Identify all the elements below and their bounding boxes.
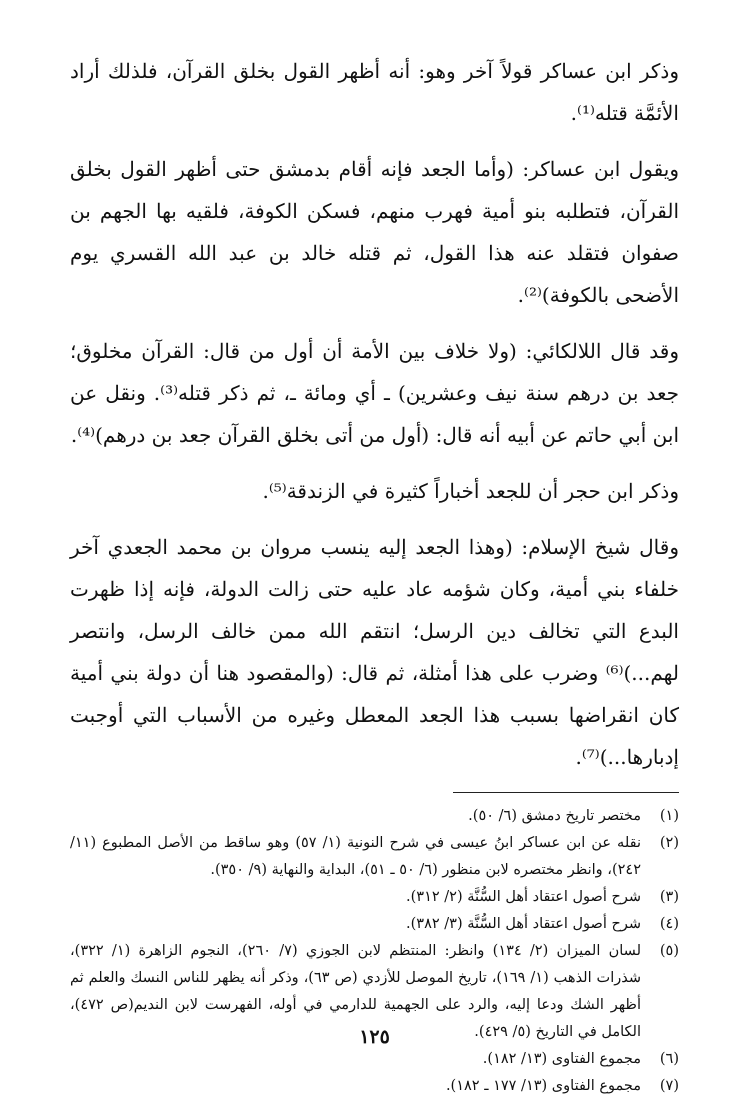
body-paragraph: وقال شيخ الإسلام: (وهذا الجعد إليه ينسب مروان بن محمد الجعدي آخر خلفاء بني أمية، وكان شؤمه عاد عليه حتى زالت الدولة، فإنه إذا ظهرت البدع التي تخالف دين الرسل؛ انتقم الله ممن خالف الرسل، وانتصر لهم...)⁽⁶⁾ وضرب على هذا أمثلة، ثم قال: (والمقصود هنا أن دولة بني أمية كان انقراضها بسبب هذا الجعد المعطل وغيره من الأسباب التي أوجبت إدبارها...)⁽⁷⁾. <box>70 535 679 769</box>
footnote-number: (٥) <box>659 943 679 959</box>
footnote-number: (٤) <box>659 916 679 932</box>
body-paragraph: ويقول ابن عساكر: (وأما الجعد فإنه أقام بدمشق حتى أظهر القول بخلق القرآن، فتطلبه بنو أمية فهرب منهم، فسكن الكوفة، فلقيه بها الجهم بن صفوان فتقلد عنه هذا القول، ثم قتله خالد بن عبد الله القسري يوم الأضحى بالكوفة)⁽²⁾. <box>70 157 679 307</box>
footnote <box>70 830 679 884</box>
book-page <box>70 50 679 1094</box>
body-paragraph: وقد قال اللالكائي: (ولا خلاف بين الأمة أن أول من قال: القرآن مخلوق؛ جعد بن درهم سنة نيف وعشرين) ـ أي ومائة ـ، ثم ذكر قتله⁽³⁾. ونقل عن ابن أبي حاتم عن أبيه أنه قال: (أول من أتى بخلق القرآن جعد بن درهم)⁽⁴⁾. <box>70 339 679 447</box>
footnote-number: (٢) <box>659 835 679 851</box>
footnote-text: شرح أصول اعتقاد أهل السُّنَّة (٣/ ٣٨٢). <box>406 916 641 932</box>
footnote-number: (٦) <box>659 1051 679 1067</box>
footnote-number: (٣) <box>659 889 679 905</box>
footnote-text: شرح أصول اعتقاد أهل السُّنَّة (٢/ ٣١٢). <box>406 889 641 905</box>
footnote-number: (٧) <box>659 1078 679 1094</box>
footnote <box>70 1073 679 1100</box>
footnote-text: نقله عن ابن عساكر ابنُ عيسى في شرح النونية (١/ ٥٧) وهو ساقط من الأصل المطبوع (١١/ ٢٤٢)، وانظر مختصره لابن منظور (٦/ ٥٠ ـ ٥١)، البداية والنهاية (٩/ ٣٥٠). <box>70 835 641 878</box>
footnote <box>70 803 679 830</box>
footnote <box>70 884 679 911</box>
footnote-text: مختصر تاريخ دمشق (٦/ ٥٠). <box>468 808 641 824</box>
footnote <box>70 911 679 938</box>
body-paragraph: وذكر ابن حجر أن للجعد أخباراً كثيرة في الزندقة⁽⁵⁾. <box>262 479 679 503</box>
footnote <box>70 1046 679 1073</box>
body-paragraph: وذكر ابن عساكر قولاً آخر وهو: أنه أظهر القول بخلق القرآن، فلذلك أراد الأئمَّة قتله⁽¹⁾. <box>70 59 679 125</box>
footnote-number: (١) <box>659 808 679 824</box>
footnote-separator <box>453 792 679 793</box>
page-number: ١٢٥ <box>359 1026 390 1048</box>
footnote-text: مجموع الفتاوى (١٣/ ١٨٢). <box>482 1051 641 1067</box>
footnote-text: مجموع الفتاوى (١٣/ ١٧٧ ـ ١٨٢). <box>445 1078 641 1094</box>
footnote-text: لسان الميزان (٢/ ١٣٤) وانظر: المنتظم لابن الجوزي (٧/ ٢٦٠)، النجوم الزاهرة (١/ ٣٢٢)، شذرات الذهب (١/ ١٦٩)، تاريخ الموصل للأزدي (ص ٦٣)، وذكر أنه يظهر للناس النسك والعلم ثم أظهر الشك ودعا إليه، والرد على الجهمية للدارمي في أوله، الفهرست لابن النديم(ص ٤٧٢)، الكامل في التاريخ (٥/ ٤٢٩). <box>70 943 642 1040</box>
